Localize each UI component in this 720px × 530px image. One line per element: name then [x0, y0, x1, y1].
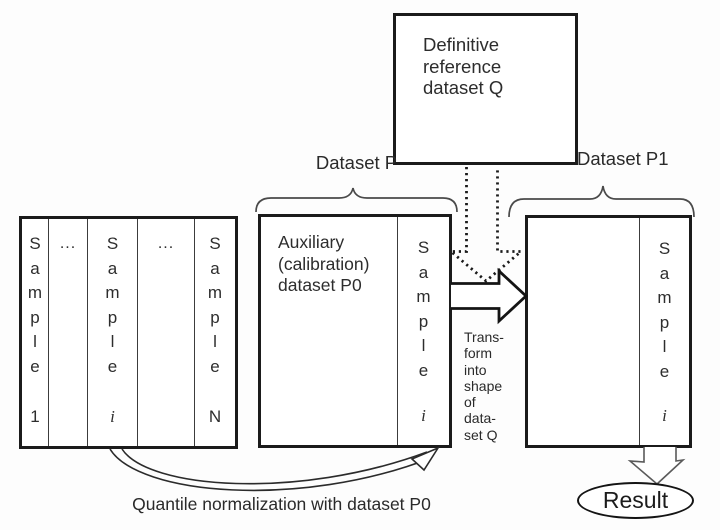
- transform-note-line: into: [464, 361, 487, 378]
- sample-word-vertical: S a m p l e: [416, 238, 431, 380]
- dataset-p-label: Dataset P: [315, 152, 398, 173]
- down-block-arrow-icon: [630, 447, 683, 484]
- transform-note-line: set Q: [464, 426, 498, 443]
- source-samples-box: [19, 216, 238, 449]
- auxiliary-label-line: (calibration): [278, 253, 370, 274]
- sample-word-vertical: S a m p l e: [657, 239, 672, 381]
- dotted-down-block-arrow-icon: [451, 167, 521, 281]
- curved-arrow-head-icon: [412, 448, 438, 470]
- sample-index: N: [208, 407, 222, 426]
- transform-note-line: data-: [464, 410, 496, 427]
- curly-brace-dataset-p1-icon: [509, 186, 694, 217]
- dataset-p1-label: Dataset P1: [577, 148, 669, 169]
- aux-sample-i-column: [397, 217, 449, 445]
- transform-note-line: shape: [464, 377, 503, 394]
- ellipsis-column: [49, 219, 88, 446]
- ellipsis-text: ...: [59, 235, 77, 252]
- auxiliary-dataset-p0-box: [258, 214, 452, 448]
- quantile-normalization-label: Quantile normalization with dataset P0: [132, 494, 431, 514]
- transform-note-line: form: [464, 345, 492, 362]
- reference-box-line: reference: [423, 55, 502, 77]
- sample-word-vertical: S a m p l e: [207, 234, 223, 376]
- dataset-p1-box: [525, 215, 692, 448]
- sample-1-column: [22, 219, 49, 446]
- reference-box-line: Definitive: [423, 34, 500, 55]
- sample-word-vertical: S a m p l e: [105, 234, 120, 376]
- curly-brace-dataset-p-icon: [256, 188, 457, 212]
- p1-box-empty-area: [528, 218, 639, 445]
- result-label: Result: [602, 487, 669, 513]
- sample-index: i: [110, 407, 115, 426]
- auxiliary-label-line: Auxiliary: [278, 232, 345, 252]
- auxiliary-box-label: [261, 217, 397, 445]
- sample-n-column: [195, 219, 235, 446]
- curved-quantile-arrow-inner: [122, 449, 427, 484]
- sample-index: i: [662, 406, 667, 425]
- reference-dataset-q-box: [393, 13, 578, 165]
- sample-word-vertical: S a m p l e: [27, 234, 43, 376]
- auxiliary-label-line: dataset P0: [278, 275, 362, 295]
- transform-note-line: Trans-: [464, 329, 504, 345]
- sample-i-column: [88, 219, 138, 446]
- transform-note: [464, 329, 504, 443]
- curved-quantile-arrow-outer: [110, 449, 431, 490]
- ellipsis-column: [138, 219, 195, 446]
- reference-box-line: dataset Q: [423, 77, 504, 98]
- result-ellipse: [577, 482, 694, 519]
- transform-note-line: of: [464, 394, 476, 411]
- right-block-arrow-icon: [451, 271, 526, 321]
- sample-index: 1: [30, 407, 40, 426]
- ellipsis-text: ...: [157, 235, 175, 252]
- p1-sample-i-column: [639, 218, 689, 445]
- sample-index: i: [421, 406, 426, 425]
